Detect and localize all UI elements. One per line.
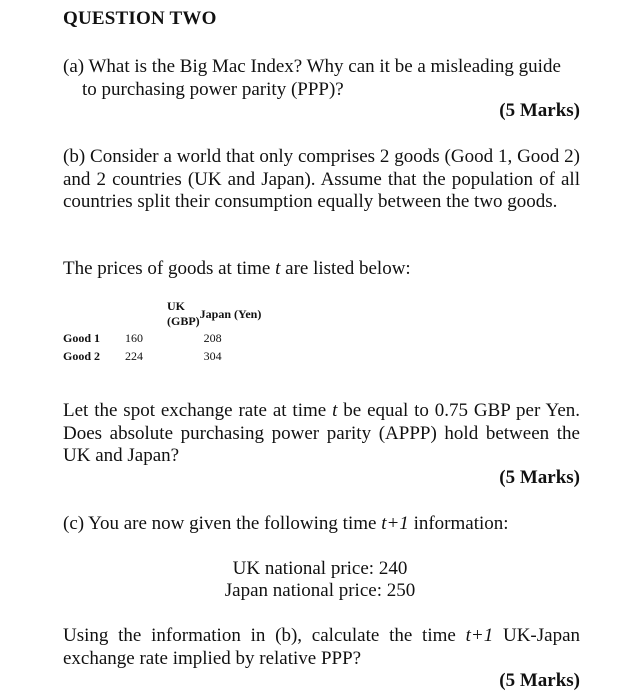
prices-table-corner xyxy=(63,299,125,329)
part-c-intro-var: t+1 xyxy=(381,513,409,534)
japan-price-cell: 304 xyxy=(203,348,222,363)
part-b-appp-question xyxy=(63,400,580,468)
appp-question-after: be equal to 0.75 GBP per Yen. Does absolute purchasing power parity (APPP) hold between the UK and Japan? xyxy=(63,400,580,466)
row-label: Good 2 xyxy=(63,348,101,363)
uk-national-price: UK national price: 240 xyxy=(232,558,408,579)
header-uk: UK (GBP) xyxy=(167,299,200,328)
row-label: Good 1 xyxy=(63,330,101,345)
table-row xyxy=(63,329,264,347)
prices-table xyxy=(63,299,264,365)
part-c-intro-after: information: xyxy=(408,513,509,534)
uk-price-cell: 160 xyxy=(125,330,143,345)
part-c-intro xyxy=(63,513,580,536)
header-japan: Japan (Yen) xyxy=(199,306,262,321)
prices-table-header xyxy=(63,299,264,329)
part-b-question: (b) Consider a world that only comprises 2 goods (Good 1, Good 2) and 2 countries (UK and Japan). Assume that the population of all countries split their consumption equally between the two goods. xyxy=(63,146,580,212)
japan-price-cell: 208 xyxy=(203,330,222,345)
uk-price-cell: 224 xyxy=(125,348,143,363)
part-a-marks: (5 Marks) xyxy=(499,100,580,121)
part-c-intro-before: (c) You are now given the following time xyxy=(63,513,382,534)
prices-intro xyxy=(63,258,580,281)
part-b-marks: (5 Marks) xyxy=(499,467,580,488)
part-c-question-var: t+1 xyxy=(465,625,494,646)
appp-question-var: t xyxy=(332,400,338,421)
table-row xyxy=(63,347,264,365)
prices-intro-var: t xyxy=(275,258,281,279)
question-heading: QUESTION TWO xyxy=(63,8,217,29)
japan-national-price: Japan national price: 250 xyxy=(224,580,416,601)
prices-intro-before: The prices of goods at time xyxy=(63,258,276,279)
part-a-question: (a) What is the Big Mac Index? Why can it be a misleading guide to purchasing power parity (PPP)? xyxy=(63,56,561,100)
appp-question-before: Let the spot exchange rate at time xyxy=(63,400,333,421)
prices-intro-after: are listed below: xyxy=(280,258,411,279)
part-c-question xyxy=(63,625,580,670)
part-c-marks: (5 Marks) xyxy=(499,670,580,691)
part-c-question-after: UK-Japan exchange rate implied by relative PPP? xyxy=(63,625,580,669)
part-c-question-before: Using the information in (b), calculate the time xyxy=(63,625,466,646)
